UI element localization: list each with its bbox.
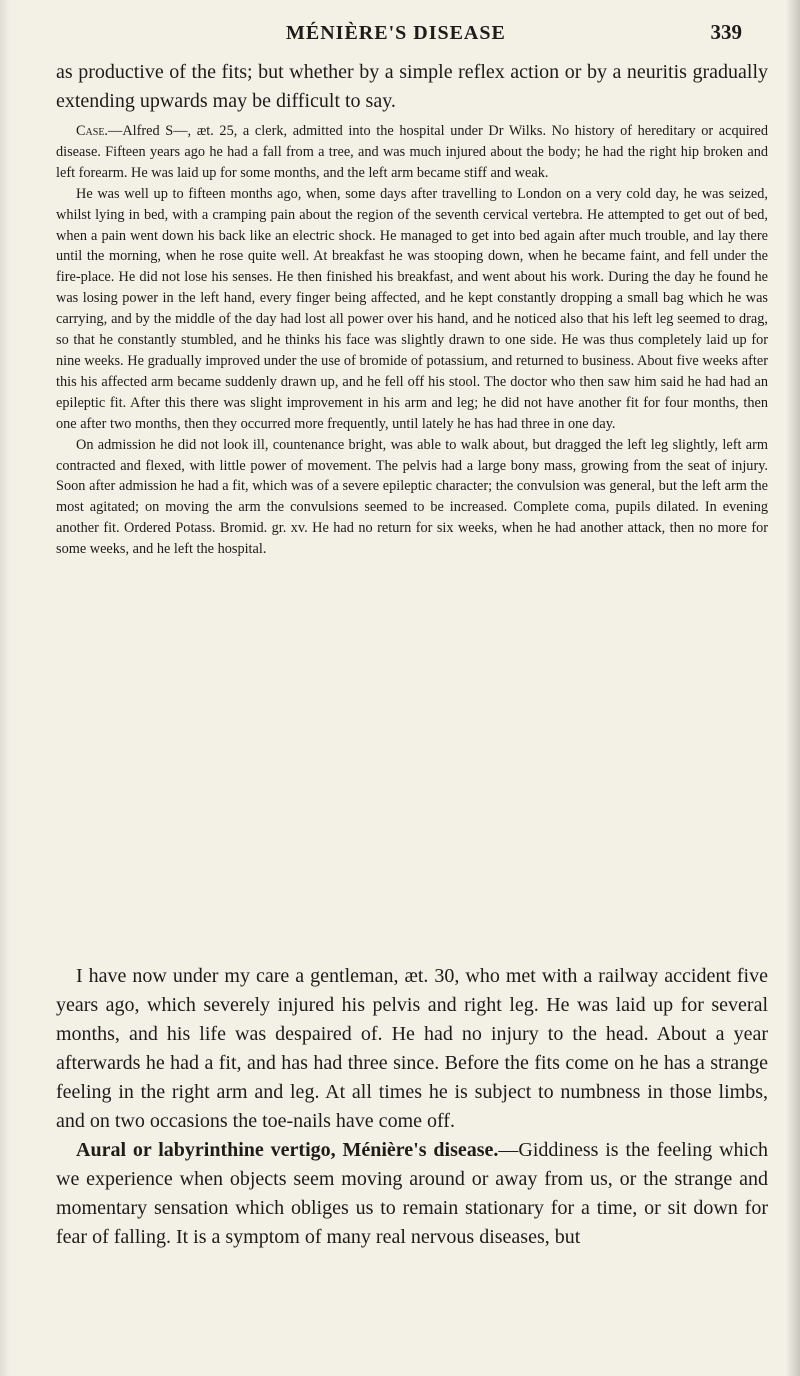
opening-paragraph	[56, 58, 768, 116]
paragraph-vertigo	[56, 1136, 768, 1252]
case-label: Case.	[76, 123, 109, 139]
case-paragraph-1-text: —Alfred S—, æt. 25, a clerk, admitted into the hospital under Dr Wilks. No history of hereditary or acquired disease. Fifteen years ago he had a fall from a tree, and was much injured about the body; he had the right hip broken and left forearm. He was laid up for some months, and the left arm became stiff and weak.	[56, 123, 768, 181]
case-paragraph-2: He was well up to fifteen months ago, when, some days after travelling to London on a very cold day, he was seized, whilst lying in bed, with a cramping pain about the region of the seventh cervical vertebra. He attempted to get out of bed, when a pain went down his back like an electric shock. He managed to get into bed again after much trouble, and lay there until the morning, when he rose quite well. At breakfast he was stooping down, when he became faint, and fell under the fire-place. He did not lose his senses. He then finished his breakfast, and went about his work. During the day he found he was losing power in the left hand, every finger being affected, and he kept constantly dropping a small bag which he was carrying, and by the middle of the day had lost all power over his hand, and he noticed also that his left leg seemed to drag, so that he constantly stumbled, and he thinks his face was slightly drawn to one side. He was thus completely laid up for nine weeks. He gradually improved under the use of bromide of potassium, and returned to business. About five weeks after this his affected arm became suddenly drawn up, and he fell off his stool. The doctor who then saw him said he had had an epileptic fit. After this there was slight improvement in his arm and leg; he did not have another fit for four months, then one after two months, then they occurred more frequently, until lately he has had three in one day.	[56, 185, 768, 432]
page-left-edge-shadow	[0, 0, 10, 1376]
case-paragraph-3: On admission he did not look ill, countenance bright, was able to walk about, but dragged the left leg slightly, left arm contracted and flexed, with little power of movement. The pelvis had a large bony mass, growing from the seat of injury. Soon after admission he had a fit, which was of a severe epileptic character; the convulsion was general, but the left arm the most agitated; on moving the arm the convulsions seemed to be increased. Complete coma, pupils dilated. In evening another fit. Ordered Potass. Bromid. gr. xv. He had no return for six weeks, when he had another attack, then no more for some weeks, and he left the hospital.	[56, 436, 768, 558]
main-text-continued	[56, 962, 768, 1252]
paragraph-vertigo-text: —Giddiness is the feeling which we experience when objects seem moving around or away from us, or the strange and momentary sensation which obliges us to remain stationary for a time, or sit down for fear of falling. It is a symptom of many real nervous diseases, but	[56, 1139, 768, 1248]
case-report	[56, 121, 768, 560]
running-title: MÉNIÈRE'S DISEASE	[286, 22, 506, 44]
page-number: 339	[710, 20, 742, 44]
opening-paragraph-text: as productive of the fits; but whether by a simple reflex action or by a neuritis gradually extending upwards may be difficult to say.	[56, 61, 768, 112]
case-paragraph-1	[56, 121, 768, 184]
page-edge-shadow	[786, 0, 800, 1376]
section-heading: Aural or labyrinthine vertigo, Ménière's disease.	[76, 1139, 499, 1161]
paragraph-gentleman: I have now under my care a gentleman, æt. 30, who met with a railway accident five years ago, which severely injured his pelvis and right leg. He was laid up for several months, and his life was despaired of. He had no injury to the head. About a year afterwards he had a fit, and has had three since. Before the fits come on he has a strange feeling in the right arm and leg. At all times he is subject to numbness in those limbs, and on two occasions the toe-nails have come off.	[56, 965, 768, 1132]
